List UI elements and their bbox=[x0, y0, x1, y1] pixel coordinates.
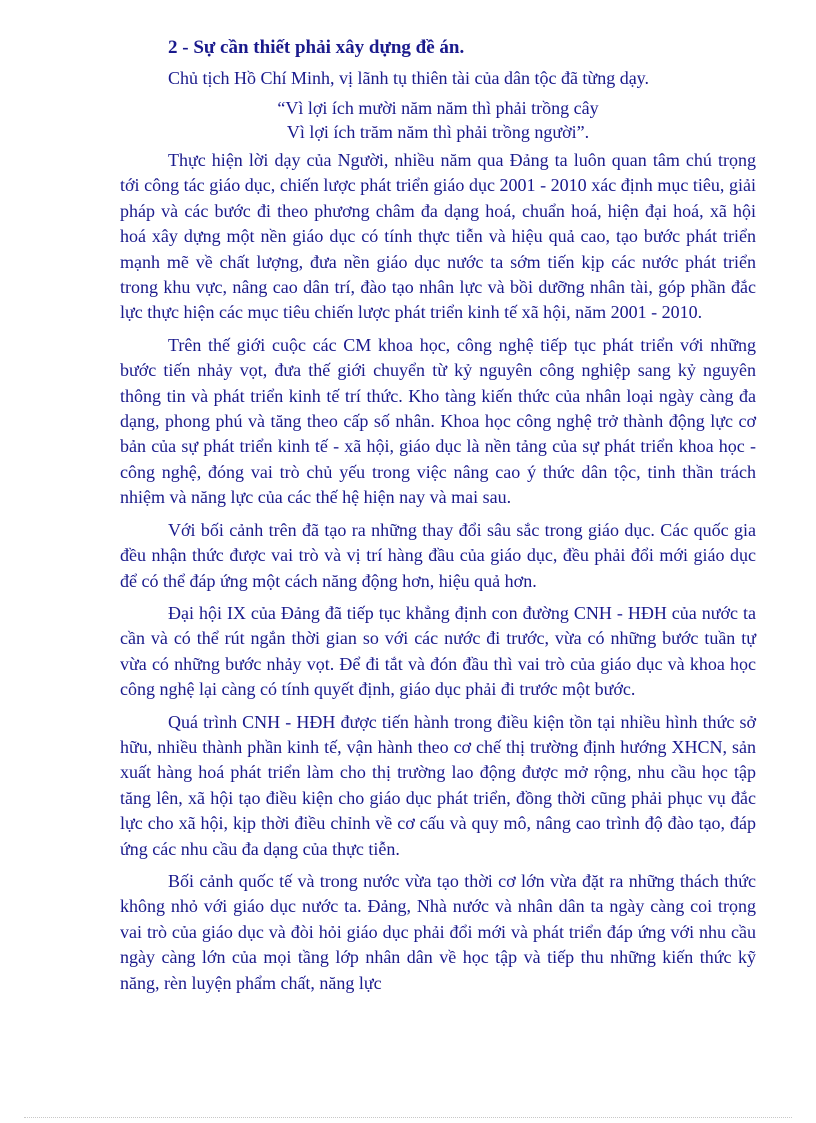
section-heading: 2 - Sự cần thiết phải xây dựng đề án. bbox=[168, 37, 465, 58]
body-paragraph: Thực hiện lời dạy của Người, nhiều năm qua Đảng ta luôn quan tâm chú trọng tới công tác giáo dục, chiến lược phát triển giáo dục 2001 - 2010 xác định mục tiêu, giải pháp và các bước đi theo phương châm đa dạng hoá, chuẩn hoá, hiện đại hoá, xã hội hoá xây dựng một nền giáo dục có tính thực tiễn và hiệu quả cao, tạo bước phát triển mạnh mẽ về chất lượng, đưa nền giáo dục nước ta sớm tiến kịp các nước phát triển trong khu vực, nâng cao dân trí, đào tạo nhân lực và bồi dưỡng nhân tài, góp phần đắc lực thực hiện các mục tiêu chiến lược phát triển kinh tế xã hội, năm 2001 - 2010. bbox=[120, 150, 756, 323]
document-page bbox=[120, 36, 756, 1003]
body-paragraph: Quá trình CNH - HĐH được tiến hành trong điều kiện tồn tại nhiều hình thức sở hữu, nhiều thành phần kinh tế, vận hành theo cơ chế thị trường định hướng XHCN, sản xuất hàng hoá phát triển làm cho thị trường lao động được mở rộng, nhu cầu học tập tăng lên, xã hội tạo điều kiện cho giáo dục phát triển, đồng thời cũng phải phục vụ đắc lực cho xã hội, kịp thời điều chỉnh về cơ cấu và quy mô, nâng cao trình độ đào tạo, đáp ứng các nhu cầu đa dạng của thực tiễn. bbox=[120, 711, 756, 859]
intro-line: Chủ tịch Hồ Chí Minh, vị lãnh tụ thiên tài của dân tộc đã từng dạy. bbox=[168, 68, 650, 88]
page-bottom-divider bbox=[24, 1117, 792, 1118]
body-paragraph: Đại hội IX của Đảng đã tiếp tục khẳng định con đường CNH - HĐH của nước ta cần và có thể rút ngắn thời gian so với các nước đi trước, vừa có những bước tuần tự vừa có những bước nhảy vọt. Để đi tắt và đón đầu thì vai trò của giáo dục và khoa học công nghệ lại càng có tính quyết định, giáo dục phải đi trước một bước. bbox=[120, 602, 756, 700]
body-paragraph: Trên thế giới cuộc các CM khoa học, công nghệ tiếp tục phát triển với những bước tiến nhảy vọt, đưa thế giới chuyển từ kỷ nguyên công nghiệp sang kỷ nguyên thông tin và phát triển kinh tế trí thức. Kho tàng kiến thức của nhân loại ngày càng đa dạng, phong phú và tăng theo cấp số nhân. Khoa học công nghệ trở thành động lực cơ bản của sự phát triển kinh tế - xã hội, giáo dục là nền tảng của sự phát triển khoa học - công nghệ, đóng vai trò chủ yếu trong việc nâng cao ý thức dân tộc, tinh thần trách nhiệm và năng lực của các thế hệ hiện nay và mai sau. bbox=[120, 334, 756, 508]
quote-block bbox=[120, 96, 756, 144]
quote-line: “Vì lợi ích mười năm năm thì phải trồng cây bbox=[277, 98, 599, 118]
quote-line: Vì lợi ích trăm năm thì phải trồng người”. bbox=[286, 122, 590, 142]
body-paragraph: Bối cảnh quốc tế và trong nước vừa tạo thời cơ lớn vừa đặt ra những thách thức không nhỏ với giáo dục nước ta. Đảng, Nhà nước và nhân dân ta ngày càng coi trọng vai trò của giáo dục và đòi hỏi giáo dục phải đổi mới và phát triển đáp ứng với nhu cầu ngày càng lớn của mọi tầng lớp nhân dân về học tập và tiếp thu những kiến thức kỹ năng, rèn luyện phẩm chất, năng lực bbox=[120, 870, 756, 993]
body-paragraph: Với bối cảnh trên đã tạo ra những thay đổi sâu sắc trong giáo dục. Các quốc gia đều nhận thức được vai trò và vị trí hàng đầu của giáo dục, đều phải đổi mới giáo dục để có thể đáp ứng một cách năng động hơn, hiệu quả hơn. bbox=[120, 519, 756, 591]
